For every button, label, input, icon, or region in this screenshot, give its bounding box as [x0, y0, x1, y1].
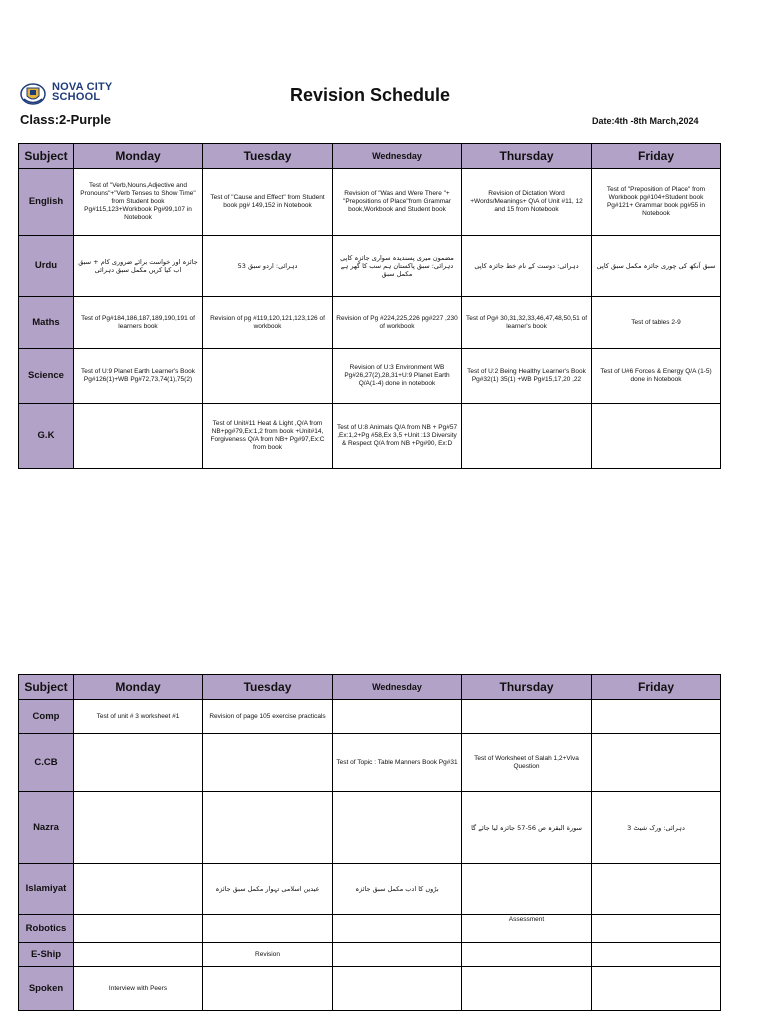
table-row — [19, 943, 721, 967]
header-monday: Monday — [74, 675, 203, 700]
schedule-cell — [203, 915, 333, 943]
schedule-cell: Revision of Dictation Word +Words/Meanings+ Q\A of Unit #11, 12 and 15 from Notebook — [462, 169, 592, 236]
schedule-cell — [203, 734, 333, 792]
schedule-cell — [462, 943, 592, 967]
schedule-cell — [74, 792, 203, 864]
schedule-cell: دہرائی: اردو سبق 53 — [203, 236, 333, 297]
schedule-cell — [592, 967, 721, 1011]
schedule-cell: Revision of pg #119,120,121,123,126 of workbook — [203, 297, 333, 349]
header-subject: Subject — [19, 675, 74, 700]
header-monday: Monday — [74, 144, 203, 169]
table-row — [19, 915, 721, 943]
schedule-cell — [333, 915, 462, 943]
schedule-cell: دہرائی: ورک شیٹ 3 — [592, 792, 721, 864]
schedule-cell — [203, 967, 333, 1011]
table-row — [19, 864, 721, 915]
schedule-cell: بڑوں کا ادب مکمل سبق جائزہ — [333, 864, 462, 915]
schedule-cell — [333, 967, 462, 1011]
header-subject: Subject — [19, 144, 74, 169]
subject-cell: Science — [19, 349, 74, 404]
subject-cell: E-Ship — [19, 943, 74, 967]
schedule-cell — [592, 915, 721, 943]
header-tuesday: Tuesday — [203, 675, 333, 700]
schedule-table-2 — [18, 674, 721, 1011]
class-label: Class:2-Purple — [20, 112, 112, 127]
table-row — [19, 700, 721, 734]
schedule-cell — [592, 734, 721, 792]
subject-cell: Spoken — [19, 967, 74, 1011]
schedule-cell — [462, 700, 592, 734]
schedule-cell: Test of tables 2-9 — [592, 297, 721, 349]
schedule-cell — [74, 864, 203, 915]
table-row — [19, 734, 721, 792]
schedule-cell: Interview with Peers — [74, 967, 203, 1011]
schedule-cell: سبق آنکھ کی چوری جائزہ مکمل سبق کاپی — [592, 236, 721, 297]
subject-cell: Maths — [19, 297, 74, 349]
schedule-cell: Test of "Preposition of Place" from Workbook pg#104+Student book Pg#121+ Grammar book pg#55 in Notebook — [592, 169, 721, 236]
table-row — [19, 169, 721, 236]
header-wednesday: Wednesday — [333, 675, 462, 700]
schedule-cell: Test of "Cause and Effect" from Student book pg# 149,152 in Notebook — [203, 169, 333, 236]
table-row — [19, 297, 721, 349]
date-label: Date:4th -8th March,2024 — [592, 116, 699, 126]
table-row — [19, 404, 721, 469]
schedule-cell — [74, 943, 203, 967]
header-friday: Friday — [592, 675, 721, 700]
schedule-cell — [203, 349, 333, 404]
schedule-cell: Test of Worksheet of Salah 1,2+Viva Question — [462, 734, 592, 792]
school-name-line2: SCHOOL — [52, 91, 101, 103]
schedule-cell — [462, 404, 592, 469]
subject-cell: C.CB — [19, 734, 74, 792]
subject-cell: G.K — [19, 404, 74, 469]
schedule-cell: Revision of "Was and Were There "+ "Prepositions of Place"from Grammar book,Workbook and Student book — [333, 169, 462, 236]
schedule-cell: جائزہ اور خواست برائے ضروری کام + سبق اب کیا کریں مکمل سبق دہرائی — [74, 236, 203, 297]
page-title: Revision Schedule — [289, 85, 451, 105]
header-tuesday: Tuesday — [203, 144, 333, 169]
schedule-cell — [592, 943, 721, 967]
schedule-cell: Revision — [203, 943, 333, 967]
schedule-cell — [74, 915, 203, 943]
schedule-cell: Test of "Verb,Nouns,Adjective and Pronouns"+"Verb Tenses to Show Time" from Student book Pg#115,123+Workbook Pg#99,107 in Notebook — [74, 169, 203, 236]
schedule-cell: Test of Pg# 30,31,32,33,46,47,48,50,51 of learner's book — [462, 297, 592, 349]
schedule-cell: مضمون میری پسندیدہ سواری جائزہ کاپی دہرائی: سبق پاکستان ہم سب کا گھر ہے مکمل سبق — [333, 236, 462, 297]
subject-cell: Comp — [19, 700, 74, 734]
schedule-cell: Test of U#6 Forces & Energy Q/A (1-5) done in Notebook — [592, 349, 721, 404]
schedule-table-1 — [18, 143, 721, 469]
schedule-cell — [74, 404, 203, 469]
schedule-cell: Test of U:8 Animals Q/A from NB + Pg#57 ,Ex:1,2+Pg #58,Ex 3,5 +Unit :13 Diversity & Respect Q/A from NB +Pg#90, Ex:D — [333, 404, 462, 469]
schedule-cell: Revision of page 105 exercise practicals — [203, 700, 333, 734]
schedule-cell — [333, 700, 462, 734]
header-thursday: Thursday — [462, 675, 592, 700]
table-row — [19, 236, 721, 297]
header-wednesday: Wednesday — [333, 144, 462, 169]
school-name-line1: NOVA CITY — [52, 81, 113, 93]
header-thursday: Thursday — [462, 144, 592, 169]
subject-cell: Nazra — [19, 792, 74, 864]
subject-cell: Robotics — [19, 915, 74, 943]
schedule-cell: سورة البقرہ ص 56-57 جائزہ لیا جائے گا — [462, 792, 592, 864]
schedule-cell — [592, 404, 721, 469]
schedule-cell: Test of unit # 3 worksheet #1 — [74, 700, 203, 734]
table-row — [19, 349, 721, 404]
subject-cell: Islamiyat — [19, 864, 74, 915]
schedule-cell: Test of Topic : Table Manners Book Pg#31 — [333, 734, 462, 792]
schedule-cell — [462, 864, 592, 915]
table-row — [19, 967, 721, 1011]
table-header-row — [19, 144, 721, 169]
schedule-cell — [592, 700, 721, 734]
schedule-cell — [333, 943, 462, 967]
subject-cell: English — [19, 169, 74, 236]
schedule-cell — [203, 792, 333, 864]
schedule-cell: Revision of Pg #224,225,226 pg#227 ,230 of workbook — [333, 297, 462, 349]
schedule-cell — [333, 792, 462, 864]
schedule-cell — [462, 967, 592, 1011]
schedule-cell: Assessment — [462, 915, 592, 943]
schedule-cell: عیدین اسلامی تہوار مکمل سبق جائزہ — [203, 864, 333, 915]
schedule-cell: Test of Unit#11 Heat & Light ,Q/A from NB+pg#79,Ex:1,2 from book +Unit#14, Forgiveness Q/A from NB+ Pg#97,Ex:C from book — [203, 404, 333, 469]
schedule-cell: Test of U:9 Planet Earth Learner's Book Pg#126(1)+WB Pg#72,73,74(1),75(2) — [74, 349, 203, 404]
schedule-cell: دہرائی: دوست کے نام خط جائزہ کاپی — [462, 236, 592, 297]
schedule-cell — [74, 734, 203, 792]
schedule-cell — [592, 864, 721, 915]
table-header-row — [19, 675, 721, 700]
header-friday: Friday — [592, 144, 721, 169]
table-row — [19, 792, 721, 864]
subject-cell: Urdu — [19, 236, 74, 297]
schedule-cell: Revision of U:3 Environment WB Pg#26,27(2),28,31+U:9 Planet Earth Q/A(1-4) done in notebook — [333, 349, 462, 404]
schedule-cell: Test of U:2 Being Healthy Learner's Book Pg#32(1) 35(1) +WB Pg#15,17,20 ,22 — [462, 349, 592, 404]
schedule-cell: Test of Pg#184,186,187,189,190,191 of learners book — [74, 297, 203, 349]
